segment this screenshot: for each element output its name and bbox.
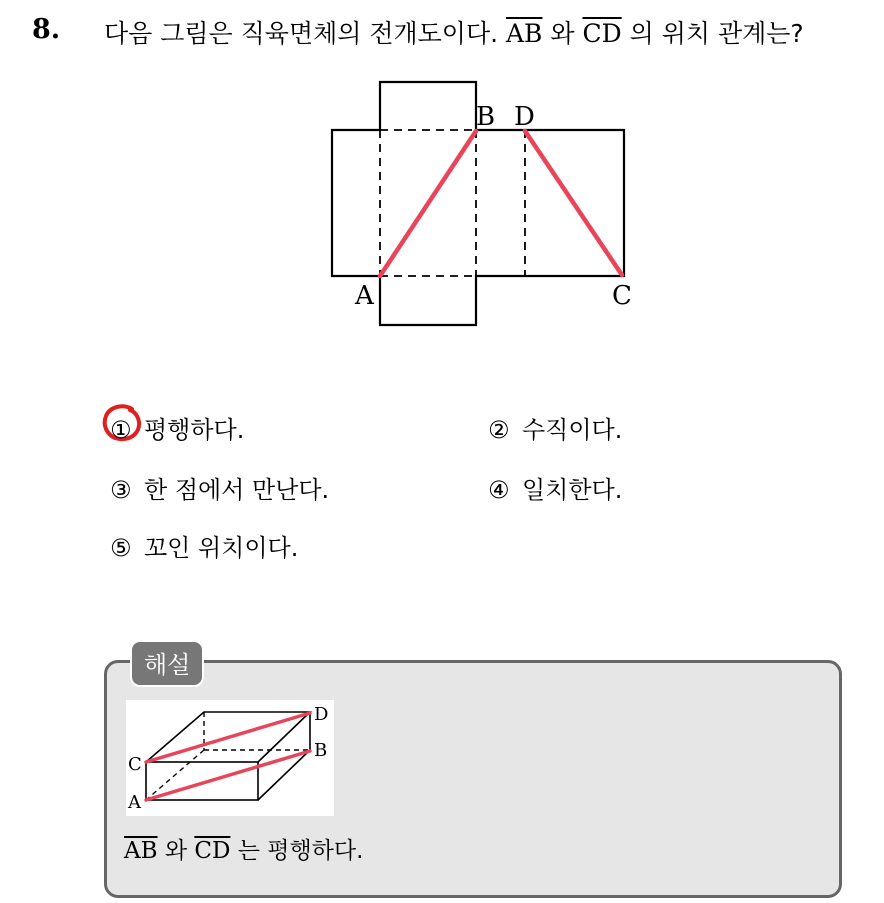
box-label-d: D xyxy=(314,704,329,725)
question-conjunction: 와 xyxy=(542,19,583,48)
choice-3[interactable] xyxy=(110,470,329,505)
question-text-prefix: 다음 그림은 직육면체의 전개도이다. xyxy=(104,19,506,48)
choice-5[interactable] xyxy=(110,528,298,563)
choice-number: ③ xyxy=(110,476,132,504)
explanation-text xyxy=(124,832,363,865)
question-text xyxy=(104,14,804,50)
choice-number: ④ xyxy=(488,476,510,504)
segment-cd: $\overline{CD}$ xyxy=(194,838,231,864)
choice-1[interactable] xyxy=(110,410,244,445)
choice-number: ① xyxy=(110,416,132,444)
choice-4[interactable] xyxy=(488,470,622,505)
segment-cd-line xyxy=(525,131,622,275)
choice-text: 한 점에서 만난다. xyxy=(144,476,330,504)
explanation-tag: 해설 xyxy=(130,640,204,687)
box-label-a: A xyxy=(128,792,141,813)
label-d: D xyxy=(514,102,535,132)
cuboid-diagram xyxy=(126,700,334,816)
choice-text: 평행하다. xyxy=(144,416,245,444)
segment-cd: $\overline{CD}$ xyxy=(582,19,622,48)
segment-ab: $\overline{AB}$ xyxy=(124,838,158,864)
label-c: C xyxy=(612,281,632,311)
choice-text: 꼬인 위치이다. xyxy=(144,534,299,562)
segment-ab-line xyxy=(380,131,476,276)
question-number: 8. xyxy=(32,14,61,45)
choice-number: ⑤ xyxy=(110,534,132,562)
choice-text: 수직이다. xyxy=(522,416,623,444)
choice-number: ② xyxy=(488,416,510,444)
explanation-conjunction: 와 xyxy=(157,838,195,864)
label-b: B xyxy=(476,102,496,132)
box-label-c: C xyxy=(128,754,142,775)
choice-text: 일치한다. xyxy=(522,476,623,504)
choice-2[interactable] xyxy=(488,410,622,445)
box-label-b: B xyxy=(314,740,328,761)
cuboid-net-diagram xyxy=(320,74,640,334)
label-a: A xyxy=(355,281,374,311)
segment-ab: $\overline{AB}$ xyxy=(506,19,543,48)
explanation-suffix: 는 평행하다. xyxy=(230,838,364,864)
question-text-suffix: 의 위치 관계는? xyxy=(621,19,804,48)
